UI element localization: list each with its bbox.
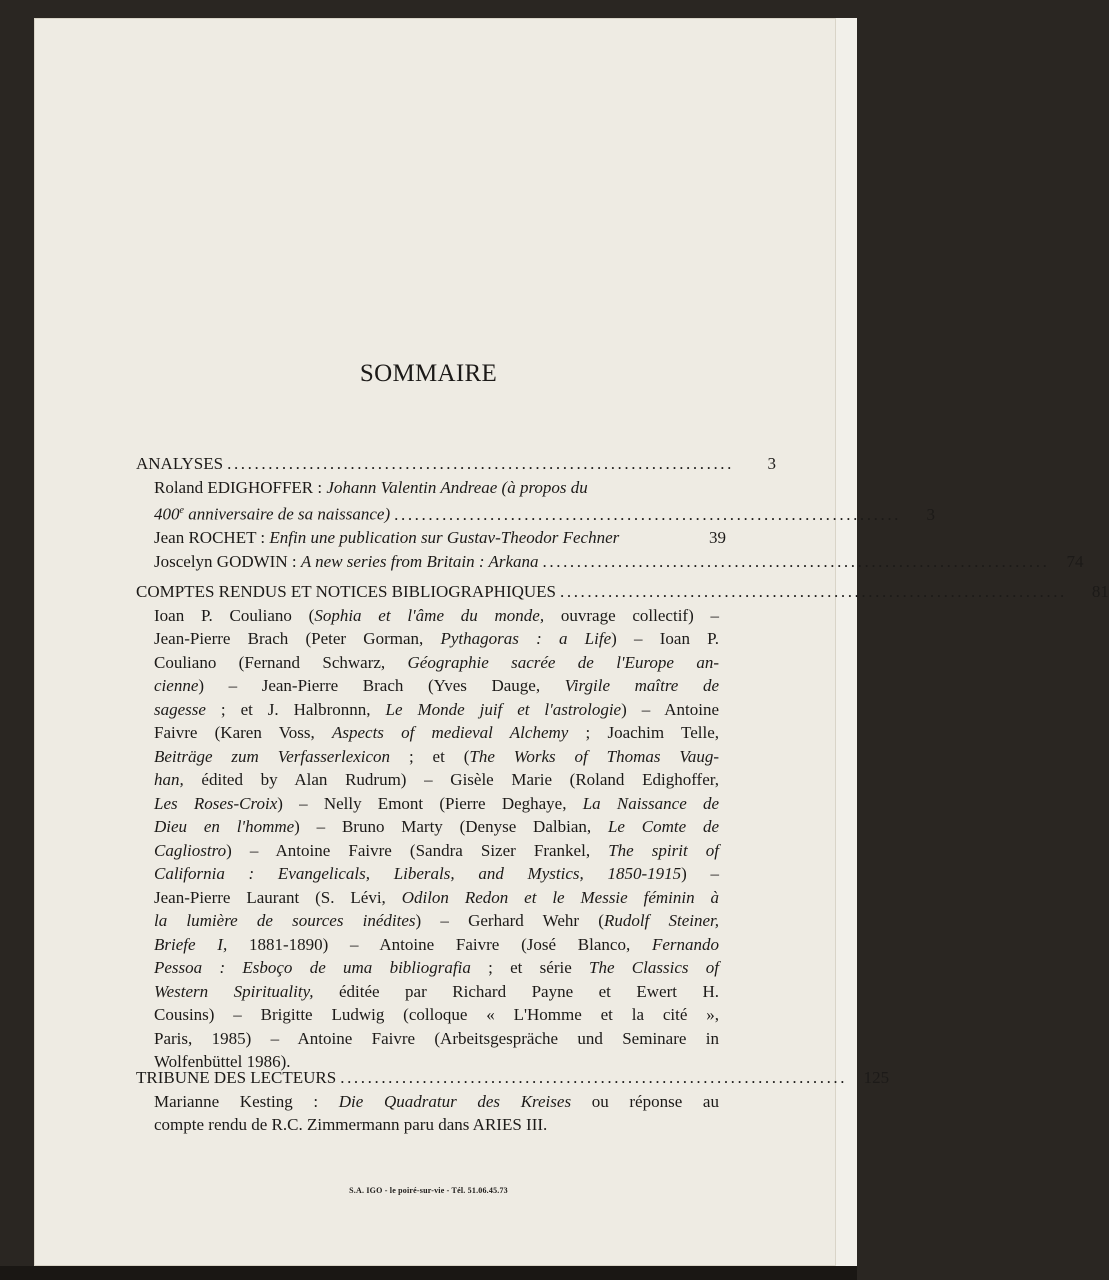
body-text: Couliano (Fernand Schwarz,: [154, 652, 408, 672]
section-comptes-rendus: [136, 580, 1109, 1074]
entry-title: A new series from Britain : Arkana: [300, 551, 539, 571]
italic-title: La Naissance de: [582, 793, 719, 813]
body-line: [136, 1113, 719, 1137]
body-line: [136, 956, 719, 980]
body-text: ) – Ioan P.: [611, 629, 719, 648]
leader-dots: ..........................................................................: [560, 582, 1067, 601]
body-text: Paris, 1985) – Antoine Faivre (Arbeitsgespräche und Seminare in: [154, 1028, 719, 1048]
body-text: ; Joachim Telle,: [568, 723, 719, 742]
printer-footer: S.A. IGO - le poiré-sur-vie - Tél. 51.06.45.73: [349, 1186, 508, 1195]
italic-title: la lumière de sources inédites: [154, 911, 416, 930]
entry-author: Joscelyn GODWIN :: [154, 551, 297, 571]
italic-title: Rudolf Steiner,: [603, 911, 719, 930]
page-number: 74: [1066, 551, 1084, 571]
italic-title: Le Comte de: [607, 817, 719, 836]
toc-entry-continuation: 400e anniversaire de sa naissance) .......................................................................... 3: [136, 499, 726, 526]
body-text: ) –: [681, 864, 719, 883]
italic-title: Western Spirituality,: [154, 981, 314, 1001]
italic-title: Sophia et l'âme du monde,: [314, 605, 545, 625]
page-edge-bottom: [0, 1266, 857, 1280]
body-text: édited by Alan Rudrum) – Gisèle Marie (Roland Edighoffer,: [183, 770, 719, 789]
leader-dots: ..........................................................................: [227, 454, 734, 473]
entry-author: Jean ROCHET :: [154, 528, 266, 548]
body-line: [136, 815, 719, 839]
body-text: ; et J. Halbronnn,: [205, 699, 386, 719]
italic-title: Beiträge zum Verfasserlexicon: [154, 746, 391, 766]
body-line: [136, 627, 719, 651]
body-line: [136, 886, 719, 910]
leader-dots: ..........................................................................: [394, 504, 902, 524]
italic-title: sagesse: [154, 699, 206, 719]
italic-title: Pessoa : Esboço de uma bibliografia: [154, 958, 471, 977]
section-label: COMPTES RENDUS ET NOTICES BIBLIOGRAPHIQUES: [136, 582, 556, 601]
body-text: Ioan P. Couliano (: [154, 605, 315, 625]
section-body: [136, 604, 726, 1074]
italic-title: California : Evangelicals, Liberals, and Mystics, 1850-1915: [154, 864, 682, 883]
leader-dots: ..........................................................................: [542, 551, 1050, 571]
body-line: [136, 721, 719, 745]
italic-title: cienne: [154, 676, 199, 695]
entry-title: 400: [154, 504, 180, 524]
body-text: ; et (: [390, 746, 470, 766]
italic-title: The Works of Thomas Vaug-: [469, 746, 720, 766]
leader-dots: ..........................................................................: [340, 1068, 848, 1087]
entry-author: Roland EDIGHOFFER :: [154, 477, 323, 497]
body-text: compte rendu de R.C. Zimmermann paru dans ARIES III.: [154, 1115, 548, 1134]
body-line: [136, 792, 719, 816]
body-line: [136, 1027, 719, 1051]
entry-title: Johann Valentin Andreae (à propos du: [326, 477, 588, 497]
body-line: [136, 909, 719, 933]
body-text: éditée par Richard Payne et Ewert H.: [313, 981, 719, 1001]
page-number: 3: [926, 504, 936, 524]
body-text: Faivre (Karen Voss,: [154, 723, 332, 742]
body-text: ) – Bruno Marty (Denyse Dalbian,: [294, 817, 608, 836]
italic-title: Virgile maître de: [564, 676, 719, 695]
italic-title: Géographie sacrée de l'Europe an-: [407, 652, 719, 672]
italic-title: The spirit of: [608, 840, 720, 860]
section-body: [136, 1090, 726, 1137]
toc-entry: [136, 476, 726, 500]
body-text: Jean-Pierre Laurant (S. Lévi,: [154, 887, 402, 907]
body-text: ) – Antoine: [621, 699, 719, 719]
italic-title: Pythagoras : a Life: [440, 629, 612, 648]
italic-title: Odilon Redon et le Messie féminin à: [401, 887, 720, 907]
body-text: ouvrage collectif) –: [544, 605, 719, 625]
body-text: Jean-Pierre Brach (Peter Gorman,: [154, 629, 441, 648]
body-line: [136, 745, 719, 769]
page-number: 125: [863, 1068, 890, 1087]
body-text: ) – Jean-Pierre Brach (Yves Dauge,: [198, 676, 565, 695]
toc-entry: [136, 526, 726, 550]
section-analyses: [136, 452, 1084, 573]
body-line: [136, 1003, 719, 1027]
body-text: ou réponse au: [571, 1091, 719, 1111]
toc-entry: [136, 550, 1084, 574]
page-number: 81: [1091, 582, 1109, 601]
italic-title: Die Quadratur des Kreises: [338, 1091, 572, 1111]
section-heading: [136, 1066, 890, 1090]
body-text: ) – Nelly Emont (Pierre Deghaye,: [277, 793, 583, 813]
body-line: [136, 862, 719, 886]
body-line: [136, 674, 719, 698]
body-text: ) – Antoine Faivre (Sandra Sizer Frankel,: [226, 840, 609, 860]
body-line: [136, 604, 719, 628]
body-line: [136, 933, 719, 957]
body-text: 1881-1890) – Antoine Faivre (José Blanco,: [227, 934, 652, 954]
body-line: [136, 651, 719, 675]
body-text: ) – Gerhard Wehr (: [415, 911, 604, 930]
italic-title: Le Monde juif et l'astrologie: [385, 699, 622, 719]
italic-title: Cagliostro: [154, 840, 227, 860]
italic-title: Briefe I,: [154, 934, 228, 954]
body-line: [136, 768, 719, 792]
body-text: ; et série: [470, 958, 590, 977]
page-number: 3: [767, 454, 776, 473]
italic-title: Aspects of medieval Alchemy: [331, 723, 569, 742]
italic-title: Fernando: [651, 934, 719, 954]
italic-title: Les Roses-Croix: [154, 793, 278, 813]
body-line: [136, 839, 719, 863]
section-label: TRIBUNE DES LECTEURS: [136, 1068, 337, 1087]
body-line: [136, 980, 719, 1004]
italic-title: han,: [154, 770, 184, 789]
section-heading: [136, 452, 776, 476]
section-label: ANALYSES: [136, 454, 224, 473]
body-line: [136, 698, 719, 722]
italic-title: Dieu en l'homme: [154, 817, 295, 836]
section-tribune: [136, 1066, 890, 1137]
entry-title: Enfin une publication sur Gustav-Theodor Fechner: [269, 528, 620, 548]
body-line: [136, 1090, 719, 1114]
page-number: 39: [709, 528, 726, 548]
page-title: SOMMAIRE: [359, 360, 498, 387]
italic-title: The Classics of: [589, 958, 719, 977]
body-text: Marianne Kesting :: [154, 1091, 339, 1111]
section-heading: [136, 580, 1109, 604]
body-text: Cousins) – Brigitte Ludwig (colloque « L'Homme et la cité »,: [154, 1005, 719, 1024]
page-edge-right: [836, 18, 857, 1280]
body-text: Wolfenbüttel 1986).: [154, 1052, 291, 1071]
